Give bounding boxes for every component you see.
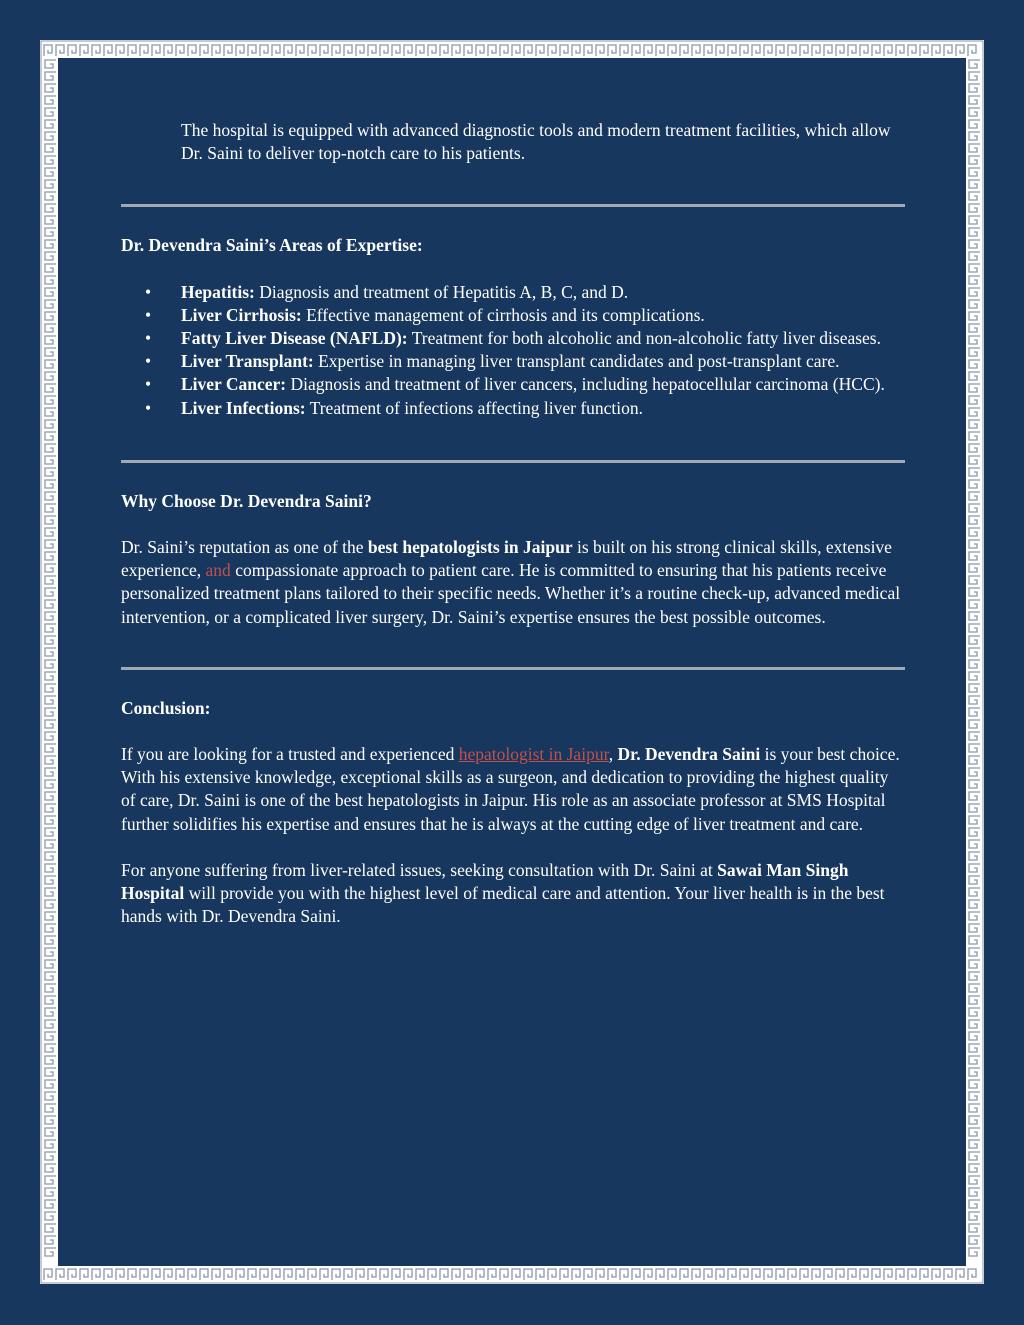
conclusion-text-4: will provide you with the highest level of medical care and attention. Your liver health is in the best hands with Dr. Devendra Saini. <box>121 883 885 927</box>
hospital-name-bold: Sawai Man Singh Hospital <box>121 859 849 904</box>
expertise-list-item <box>145 327 905 350</box>
expertise-heading: Dr. Devendra Saini’s Areas of Expertise: <box>121 235 423 256</box>
expertise-description: Diagnosis and treatment of liver cancers, including hepatocellular carcinoma (HCC). <box>286 374 885 395</box>
expertise-list-item <box>145 304 905 327</box>
why-text-1: Dr. Saini’s reputation as one of the <box>121 537 368 558</box>
why-paragraph <box>121 536 905 629</box>
bullet-icon: • <box>145 374 152 395</box>
expertise-list-item <box>145 281 905 304</box>
conclusion-paragraph-2 <box>121 859 905 929</box>
why-highlight-word: and <box>205 560 231 581</box>
conclusion-comma: , <box>608 744 618 765</box>
bullet-icon: • <box>145 304 152 325</box>
expertise-description: Treatment for both alcoholic and non-alcoholic fatty liver diseases. <box>407 328 881 349</box>
expertise-description: Treatment of infections affecting liver function. <box>305 397 644 418</box>
conclusion-paragraph-1 <box>121 743 905 836</box>
bullet-icon: • <box>145 351 152 372</box>
doctor-name-bold: Dr. Devendra Saini <box>617 744 761 765</box>
expertise-term: Liver Cancer: <box>181 374 287 395</box>
expertise-term: Liver Infections: <box>181 397 306 418</box>
why-heading: Why Choose Dr. Devendra Saini? <box>121 490 372 511</box>
expertise-list-item <box>145 350 905 373</box>
conclusion-heading: Conclusion: <box>121 697 211 718</box>
bullet-icon: • <box>145 281 152 302</box>
expertise-term: Liver Transplant: <box>181 351 314 372</box>
intro-paragraph: The hospital is equipped with advanced diagnostic tools and modern treatment facilities, which allow Dr. Saini to deliver top-notch care to his patients. <box>181 120 891 164</box>
document-content <box>121 119 905 928</box>
expertise-term: Hepatitis: <box>181 281 255 302</box>
why-bold-phrase: best hepatologists in Jaipur <box>367 537 573 558</box>
bullet-icon: • <box>145 328 152 349</box>
conclusion-text-2: is your best choice. With his extensive knowledge, exceptional skills as a surgeon, and dedication to providing the highest quality of care, Dr. Saini is one of the best hepatologists in Jaipur. His role as an associate professor at SMS Hospital further solidifies his expertise and ensures that he is always at the cutting edge of liver treatment and care. <box>121 744 900 834</box>
expertise-list-item <box>145 397 905 420</box>
expertise-description: Expertise in managing liver transplant candidates and post-transplant care. <box>313 351 840 372</box>
expertise-list-item <box>145 373 905 396</box>
expertise-description: Diagnosis and treatment of Hepatitis A, B, C, and D. <box>254 281 629 302</box>
expertise-list <box>121 281 905 420</box>
conclusion-text-1: If you are looking for a trusted and experienced <box>121 744 459 765</box>
hepatologist-jaipur-link[interactable]: hepatologist in Jaipur <box>458 744 609 765</box>
expertise-term: Liver Cirrhosis: <box>181 304 302 325</box>
bullet-icon: • <box>145 397 152 418</box>
expertise-term: Fatty Liver Disease (NAFLD): <box>181 328 408 349</box>
expertise-description: Effective management of cirrhosis and its complications. <box>301 304 705 325</box>
why-text-3: compassionate approach to patient care. He is committed to ensuring that his patients receive personalized treatment plans tailored to their specific needs. Whether it’s a routine check-up, advanced medical intervention, or a complicated liver surgery, Dr. Saini’s expertise ensures the best possible outcomes. <box>121 560 901 627</box>
why-text-2: is built on his strong clinical skills, extensive experience, <box>121 537 892 581</box>
conclusion-text-3: For anyone suffering from liver-related issues, seeking consultation with Dr. Saini at <box>121 859 718 880</box>
